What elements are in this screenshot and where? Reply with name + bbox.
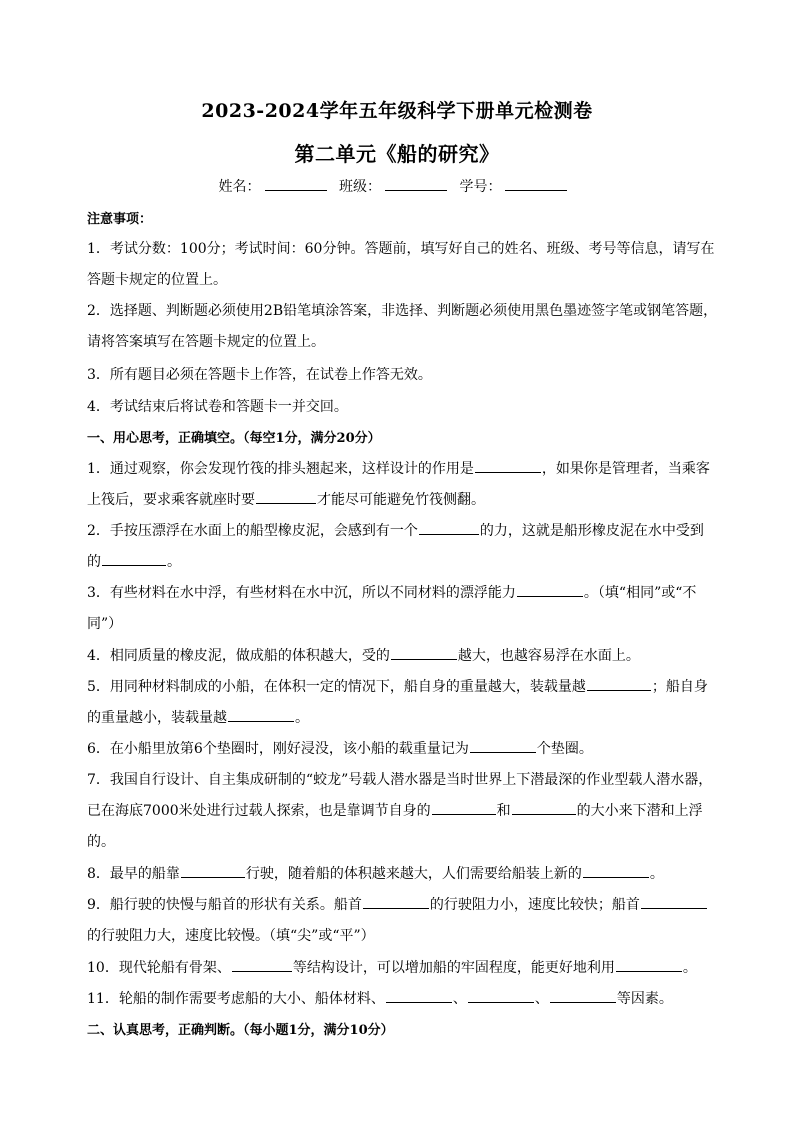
- answer-blank[interactable]: [550, 990, 616, 1003]
- question-1-cont: [87, 489, 717, 509]
- question-text: 4．相同质量的橡皮泥，做成船的体积越大，受的: [87, 648, 390, 664]
- question-9-cont: 的行驶阻力大，速度比较慢。（填“尖”或“平”）: [87, 928, 375, 944]
- question-text: 个垫圈。: [536, 741, 593, 757]
- question-text: 已在海底7000米处进行过载人探索，也是靠调节自身的: [87, 803, 431, 819]
- answer-blank[interactable]: [641, 896, 707, 909]
- notice-item: 请将答案填写在答题卡规定的位置上。: [87, 334, 325, 350]
- question-text: 和: [496, 803, 511, 819]
- question-text: 11．轮船的制作需要考虑船的大小、船体材料、: [87, 991, 385, 1007]
- question-7-end: 的。: [87, 834, 115, 850]
- question-text: 的大小来下潜和上浮: [576, 803, 703, 819]
- answer-blank[interactable]: [181, 865, 245, 878]
- question-text: 。: [682, 960, 697, 976]
- question-3: [87, 582, 717, 602]
- answer-blank[interactable]: [475, 460, 541, 473]
- answer-blank[interactable]: [583, 865, 649, 878]
- question-6: [87, 738, 717, 758]
- notice-item: 4．考试结束后将试卷和答题卡一并交回。: [87, 399, 348, 415]
- question-text: 6．在小船里放第6个垫圈时，刚好浸没，该小船的载重量记为: [87, 741, 469, 757]
- question-7: 7．我国自行设计、自主集成研制的“蛟龙”号载人潜水器是当时世界上下潜最深的作业型载人潜水器，: [87, 772, 713, 788]
- question-text: 的重量越小，装载量越: [87, 710, 227, 726]
- notice-item: 3．所有题目必须在答题卡上作答，在试卷上作答无效。: [87, 367, 432, 383]
- section-heading: 一、用心思考，正确填空。（每空1分，满分20分）: [87, 431, 381, 446]
- exam-title: 2023-2024学年五年级科学下册单元检测卷: [201, 100, 593, 122]
- question-text: 的行驶阻力小，速度比较快；船首: [429, 897, 640, 913]
- question-text: 等因素。: [616, 991, 673, 1007]
- question-text: 1．通过观察，你会发现竹筏的排头翘起来，这样设计的作用是: [87, 461, 474, 477]
- answer-blank[interactable]: [363, 896, 429, 909]
- answer-blank[interactable]: [468, 990, 534, 1003]
- question-text: 、: [534, 991, 549, 1007]
- question-text: 越大，也越容易浮在水面上。: [457, 648, 640, 664]
- id-label: 学号：: [459, 179, 502, 195]
- question-text: 的力，这就是船形橡皮泥在水中受到: [479, 523, 704, 539]
- question-text: 、: [452, 991, 467, 1007]
- question-text: 。: [649, 866, 664, 882]
- question-5: [87, 676, 717, 696]
- question-text: 。: [167, 554, 181, 570]
- notice-item: 答题卡规定的位置上。: [87, 272, 227, 288]
- section-heading: 二、认真思考，正确判断。（每小题1分，满分10分）: [87, 1023, 394, 1038]
- answer-blank[interactable]: [419, 522, 479, 535]
- question-text: ；船自身: [651, 679, 708, 695]
- answer-blank[interactable]: [386, 990, 452, 1003]
- question-text: 。（填“相同”或“不: [583, 585, 697, 601]
- question-10: [87, 957, 717, 977]
- question-text: 5．用同种材料制成的小船，在体积一定的情况下，船自身的重量越大，装载量越: [87, 679, 586, 695]
- question-text: 2．手按压漂浮在水面上的船型橡皮泥，会感到有一个: [87, 523, 418, 539]
- question-7-cont: [87, 800, 717, 820]
- answer-blank[interactable]: [256, 491, 316, 504]
- notice-heading: 注意事项：: [87, 212, 153, 227]
- question-text: 8．最早的船靠: [87, 866, 180, 882]
- answer-blank[interactable]: [517, 584, 583, 597]
- id-blank[interactable]: [505, 177, 567, 191]
- question-3-cont: 同”）: [87, 616, 123, 632]
- question-text: 9．船行驶的快慢与船首的形状有关系。船首: [87, 897, 362, 913]
- question-2: [87, 520, 717, 540]
- answer-blank[interactable]: [470, 740, 536, 753]
- student-info-row: [0, 176, 794, 196]
- question-11: [87, 988, 717, 1008]
- question-text: 等结构设计，可以增加船的牢固程度，能更好地利用: [292, 960, 615, 976]
- question-text: ，如果你是管理者，当乘客: [541, 461, 710, 477]
- question-1: [87, 458, 717, 478]
- answer-blank[interactable]: [232, 959, 292, 972]
- answer-blank[interactable]: [391, 647, 457, 660]
- name-blank[interactable]: [265, 177, 327, 191]
- answer-blank[interactable]: [587, 678, 651, 691]
- name-label: 姓名：: [218, 179, 261, 195]
- question-text: 10．现代轮船有骨架、: [87, 960, 231, 976]
- question-2-cont: [87, 551, 717, 571]
- question-9: [87, 894, 717, 914]
- answer-blank[interactable]: [102, 553, 166, 566]
- question-text: 才能尽可能避免竹筏侧翻。: [317, 492, 485, 508]
- question-4: [87, 645, 717, 665]
- answer-blank[interactable]: [512, 802, 576, 815]
- answer-blank[interactable]: [432, 802, 496, 815]
- answer-blank[interactable]: [616, 959, 682, 972]
- question-5-cont: [87, 707, 717, 727]
- class-blank[interactable]: [385, 177, 447, 191]
- class-label: 班级：: [339, 179, 381, 195]
- question-text: 上筏后，要求乘客就座时要: [87, 492, 255, 508]
- question-text: 的: [87, 554, 101, 570]
- question-8: [87, 863, 717, 883]
- question-text: 3．有些材料在水中浮，有些材料在水中沉，所以不同材料的漂浮能力: [87, 585, 516, 601]
- notice-item: 2．选择题、判断题必须使用2B铅笔填涂答案，非选择、判断题必须使用黑色墨迹签字笔或钢笔答题，: [87, 303, 718, 319]
- answer-blank[interactable]: [228, 709, 294, 722]
- notice-item: 1．考试分数：100分；考试时间：60分钟。答题前，填写好自己的姓名、班级、考号等信息，请写在: [87, 241, 715, 257]
- question-text: 行驶，随着船的体积越来越大，人们需要给船装上新的: [245, 866, 582, 882]
- unit-subtitle: 第二单元《船的研究》: [294, 142, 500, 166]
- question-text: 。: [295, 710, 309, 726]
